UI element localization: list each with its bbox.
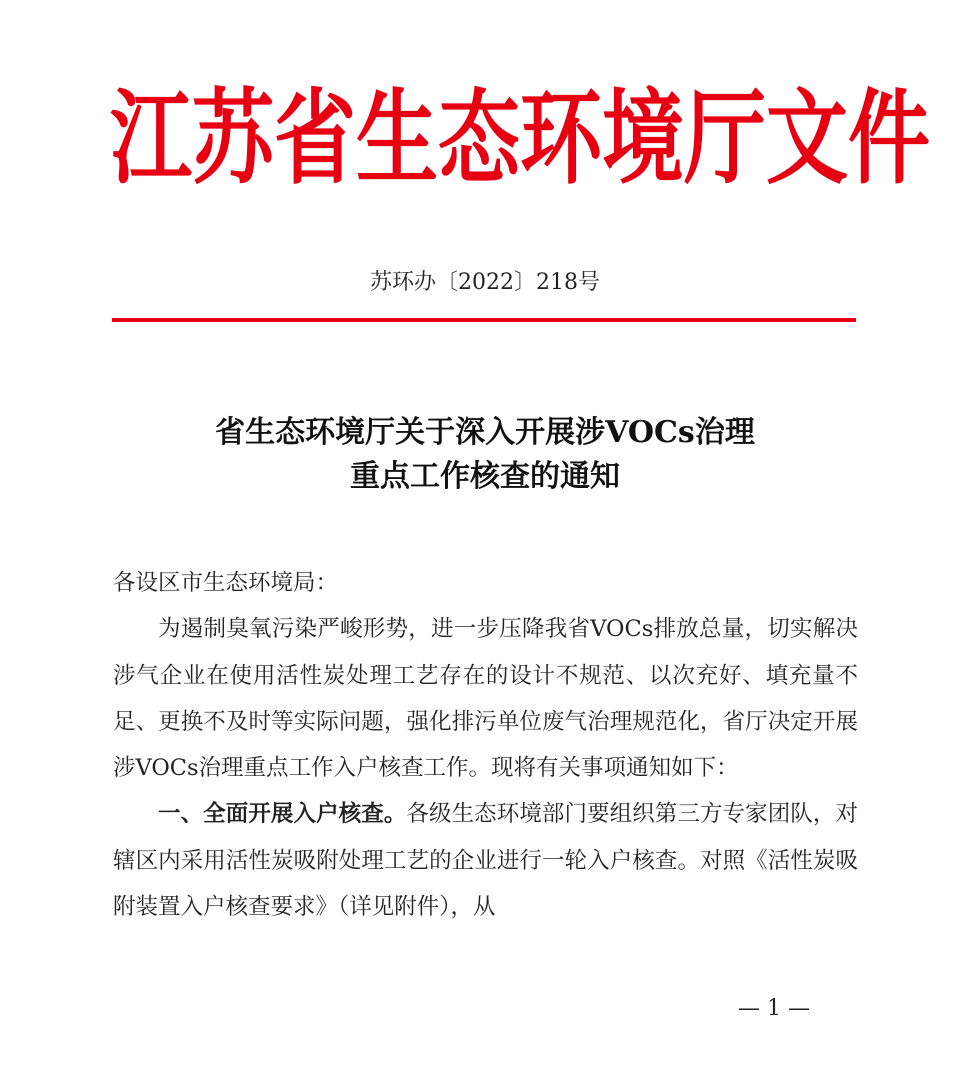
- document-number: 苏环办〔2022〕218号: [370, 270, 600, 295]
- section-1-text: 各级生态环境部门要组织第三方专家团队，对辖区内采用活性炭吸附处理工艺的企业进行一轮入户核查。对照《活性炭吸附装置入户核查要求》（详见附件），从: [113, 801, 858, 921]
- intro-paragraph: 为遏制臭氧污染严峻形势，进一步压降我省VOCs排放总量，切实解决涉气企业在使用活性炭处理工艺存在的设计不规范、以次充好、填充量不足、更换不及时等实际问题，强化排污单位废气治理规范化，省厅决定开展涉VOCs治理重点工作入户核查工作。现将有关事项通知如下：: [113, 616, 858, 782]
- section-1-heading: 一、全面开展入户核查。: [158, 801, 407, 828]
- issuing-authority-header: 江苏省生态环境厅文件: [110, 79, 931, 199]
- notice-title-line-2: 重点工作核查的通知: [350, 459, 620, 494]
- notice-title: [110, 411, 860, 499]
- salutation: 各设区市生态环境局：: [113, 570, 339, 596]
- page-number: — 1 —: [738, 996, 810, 1021]
- section-1-paragraph: [113, 791, 858, 930]
- red-separator-line: [112, 318, 856, 322]
- body-text: [113, 560, 858, 930]
- notice-title-line-1: 省生态环境厅关于深入开展涉VOCs治理: [215, 415, 755, 450]
